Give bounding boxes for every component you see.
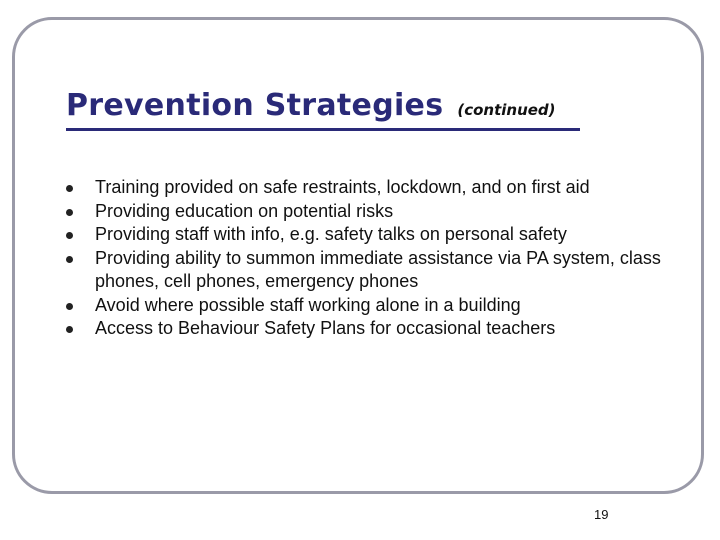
bullet-dot-icon [66,209,73,216]
title-underline [66,128,580,131]
slide-title: Prevention Strategies [66,88,444,123]
bullet-list [66,176,666,341]
bullet-item [66,176,666,200]
bullet-dot-icon [66,256,73,263]
bullet-dot-icon [66,326,73,333]
bullet-item [66,223,666,247]
page-number: 19 [594,507,609,522]
slide-subtitle: (continued) [457,101,556,119]
bullet-dot-icon [66,303,73,310]
bullet-text: Providing staff with info, e.g. safety talks on personal safety [95,224,567,244]
bullet-item [66,317,666,341]
bullet-text: Training provided on safe restraints, lockdown, and on first aid [95,177,590,197]
slide-title-row [66,88,556,123]
bullet-dot-icon [66,232,73,239]
bullet-item [66,200,666,224]
bullet-dot-icon [66,185,73,192]
bullet-item [66,294,666,318]
bullet-text: Access to Behaviour Safety Plans for occasional teachers [95,318,556,338]
bullet-text: Avoid where possible staff working alone in a building [95,294,521,315]
bullet-item [66,247,666,294]
bullet-text: Providing education on potential risks [95,200,394,221]
bullet-text: Providing ability to summon immediate assistance via PA system, class phones, cell phones, emergency phones [95,247,661,291]
